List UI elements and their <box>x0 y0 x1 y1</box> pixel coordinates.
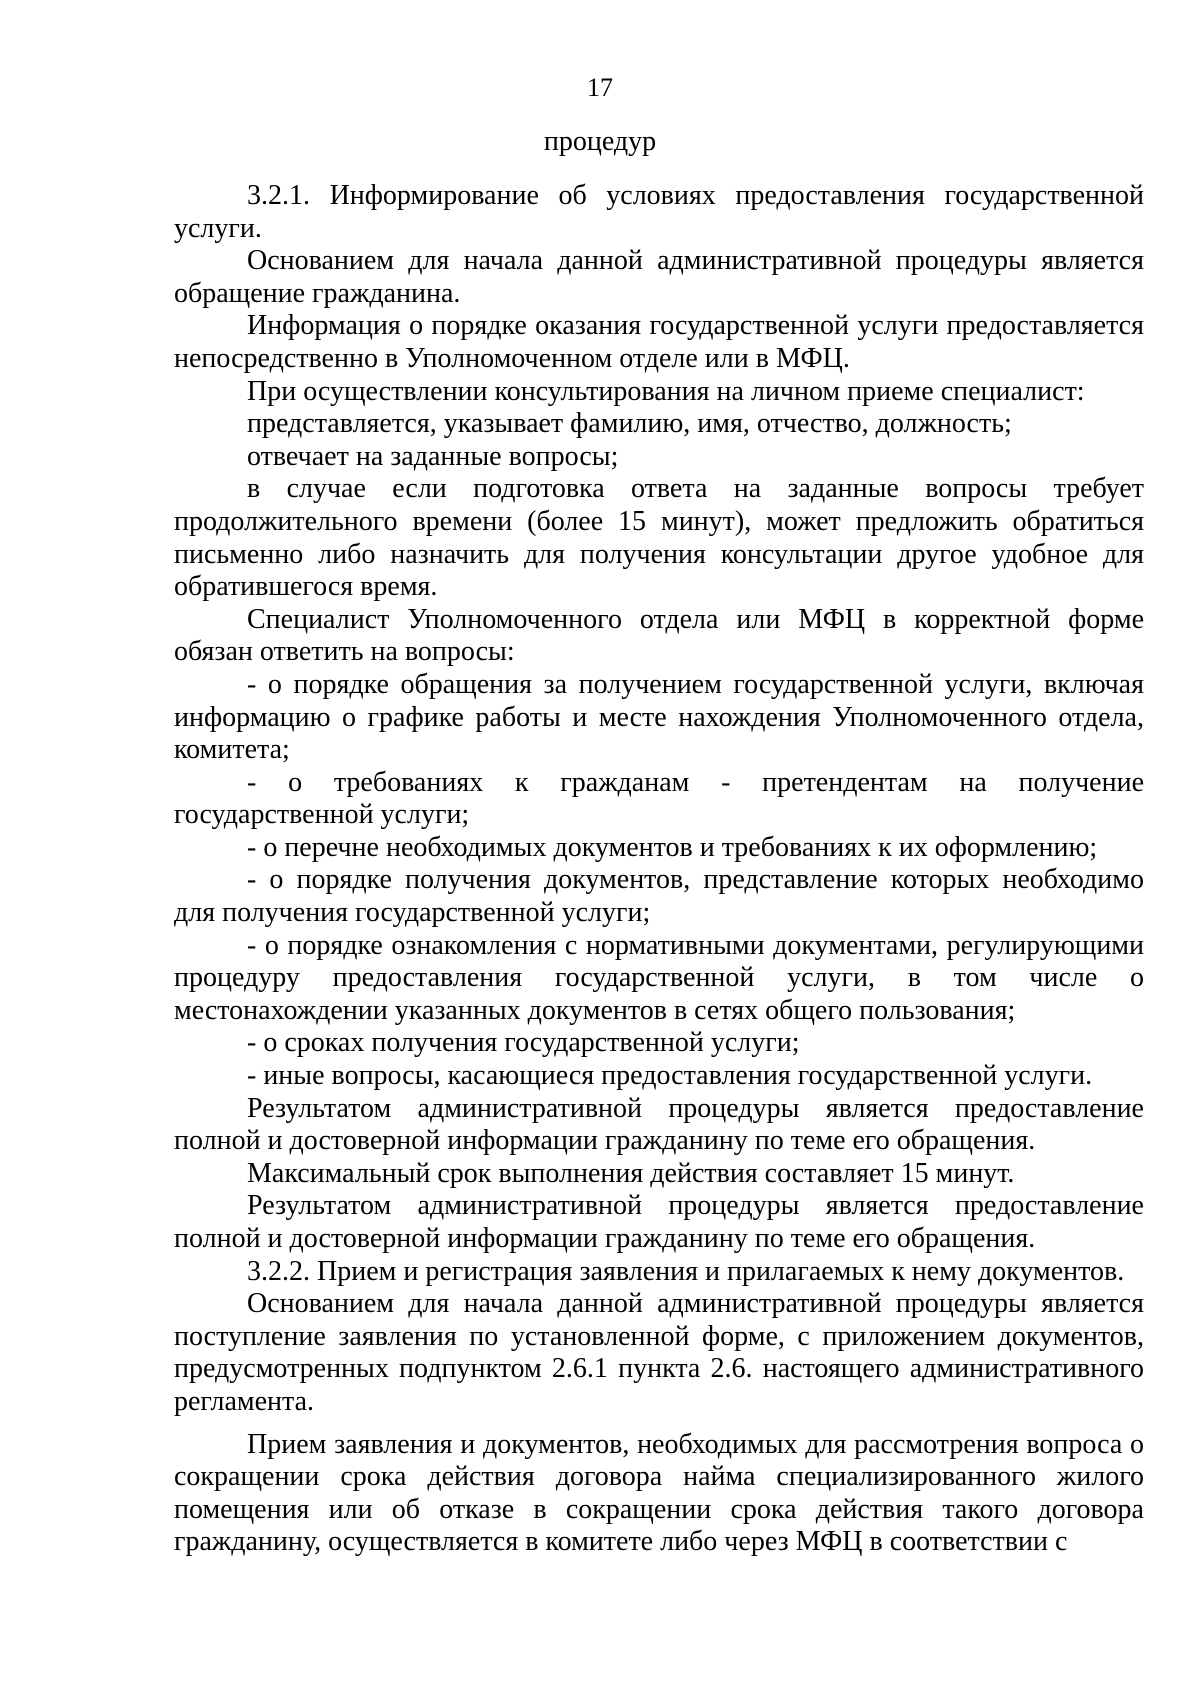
paragraph: При осуществлении консультирования на личном приеме специалист: <box>247 375 1085 407</box>
document-body <box>174 180 1144 1559</box>
list-item: - о перечне необходимых документов и требованиях к их оформлению; <box>247 831 1098 863</box>
paragraph: Результатом административной процедуры является предоставление полной и достоверной информации гражданину по теме его обращения. <box>174 1190 1144 1254</box>
paragraph: представляется, указывает фамилию, имя, отчество, должность; <box>247 408 1012 440</box>
list-item: - о порядке получения документов, представление которых необходимо для получения государственной услуги; <box>174 864 1144 929</box>
paragraph-3-2-2-heading: 3.2.2. Прием и регистрация заявления и прилагаемых к нему документов. <box>247 1255 1125 1287</box>
list-item: - о порядке ознакомления с нормативными документами, регулирующими процедуру предоставления государственной услуги, в том числе о местонахождении указанных документов в сетях общего пользования; <box>174 929 1144 1026</box>
list-item: - о сроках получения государственной услуги; <box>247 1027 800 1059</box>
list-item: - иные вопросы, касающиеся предоставления государственной услуги. <box>247 1060 1093 1092</box>
paragraph: Основанием для начала данной административной процедуры является поступление заявления по установленной форме, с приложением документов, предусмотренных подпунктом 2.6.1 пункта 2.6. настоящего административного регламента. <box>174 1288 1144 1417</box>
paragraph: Основанием для начала данной административной процедуры является обращение гражданина. <box>174 245 1144 309</box>
running-head <box>0 126 1200 158</box>
running-head-text: процедур <box>543 126 657 157</box>
list-item: - о требованиях к гражданам - претендентам на получение государственной услуги; <box>174 766 1144 831</box>
paragraph: в случае если подготовка ответа на заданные вопросы требует продолжительного времени (более 15 минут), может предложить обратиться письменно либо назначить для получения консультации другое удобное для обратившегося время. <box>174 473 1144 603</box>
paragraph: Результатом административной процедуры является предоставление полной и достоверной информации гражданину по теме его обращения. <box>174 1092 1144 1157</box>
paragraph-3-2-1-heading: 3.2.1. Информирование об условиях предоставления государственной услуги. <box>174 180 1144 244</box>
paragraph: Информация о порядке оказания государственной услуги предоставляется непосредственно в Уполномоченном отделе или в МФЦ. <box>174 310 1144 374</box>
paragraph: Максимальный срок выполнения действия составляет 15 минут. <box>247 1157 1015 1189</box>
paragraph: Специалист Уполномоченного отдела или МФЦ в корректной форме обязан ответить на вопросы: <box>174 603 1144 668</box>
page-number-text: 17 <box>587 73 613 102</box>
paragraph: Прием заявления и документов, необходимых для рассмотрения вопроса о сокращении срока действия договора найма специализированного жилого помещения или об отказе в сокращении срока действия такого договора гражданину, осуществляется в комитете либо через МФЦ в соответствии с <box>174 1428 1144 1558</box>
list-item: - о порядке обращения за получением государственной услуги, включая информацию о графике работы и месте нахождения Уполномоченного отдела, комитета; <box>174 668 1144 766</box>
paragraph: отвечает на заданные вопросы; <box>247 440 619 472</box>
page-number <box>0 72 1200 104</box>
